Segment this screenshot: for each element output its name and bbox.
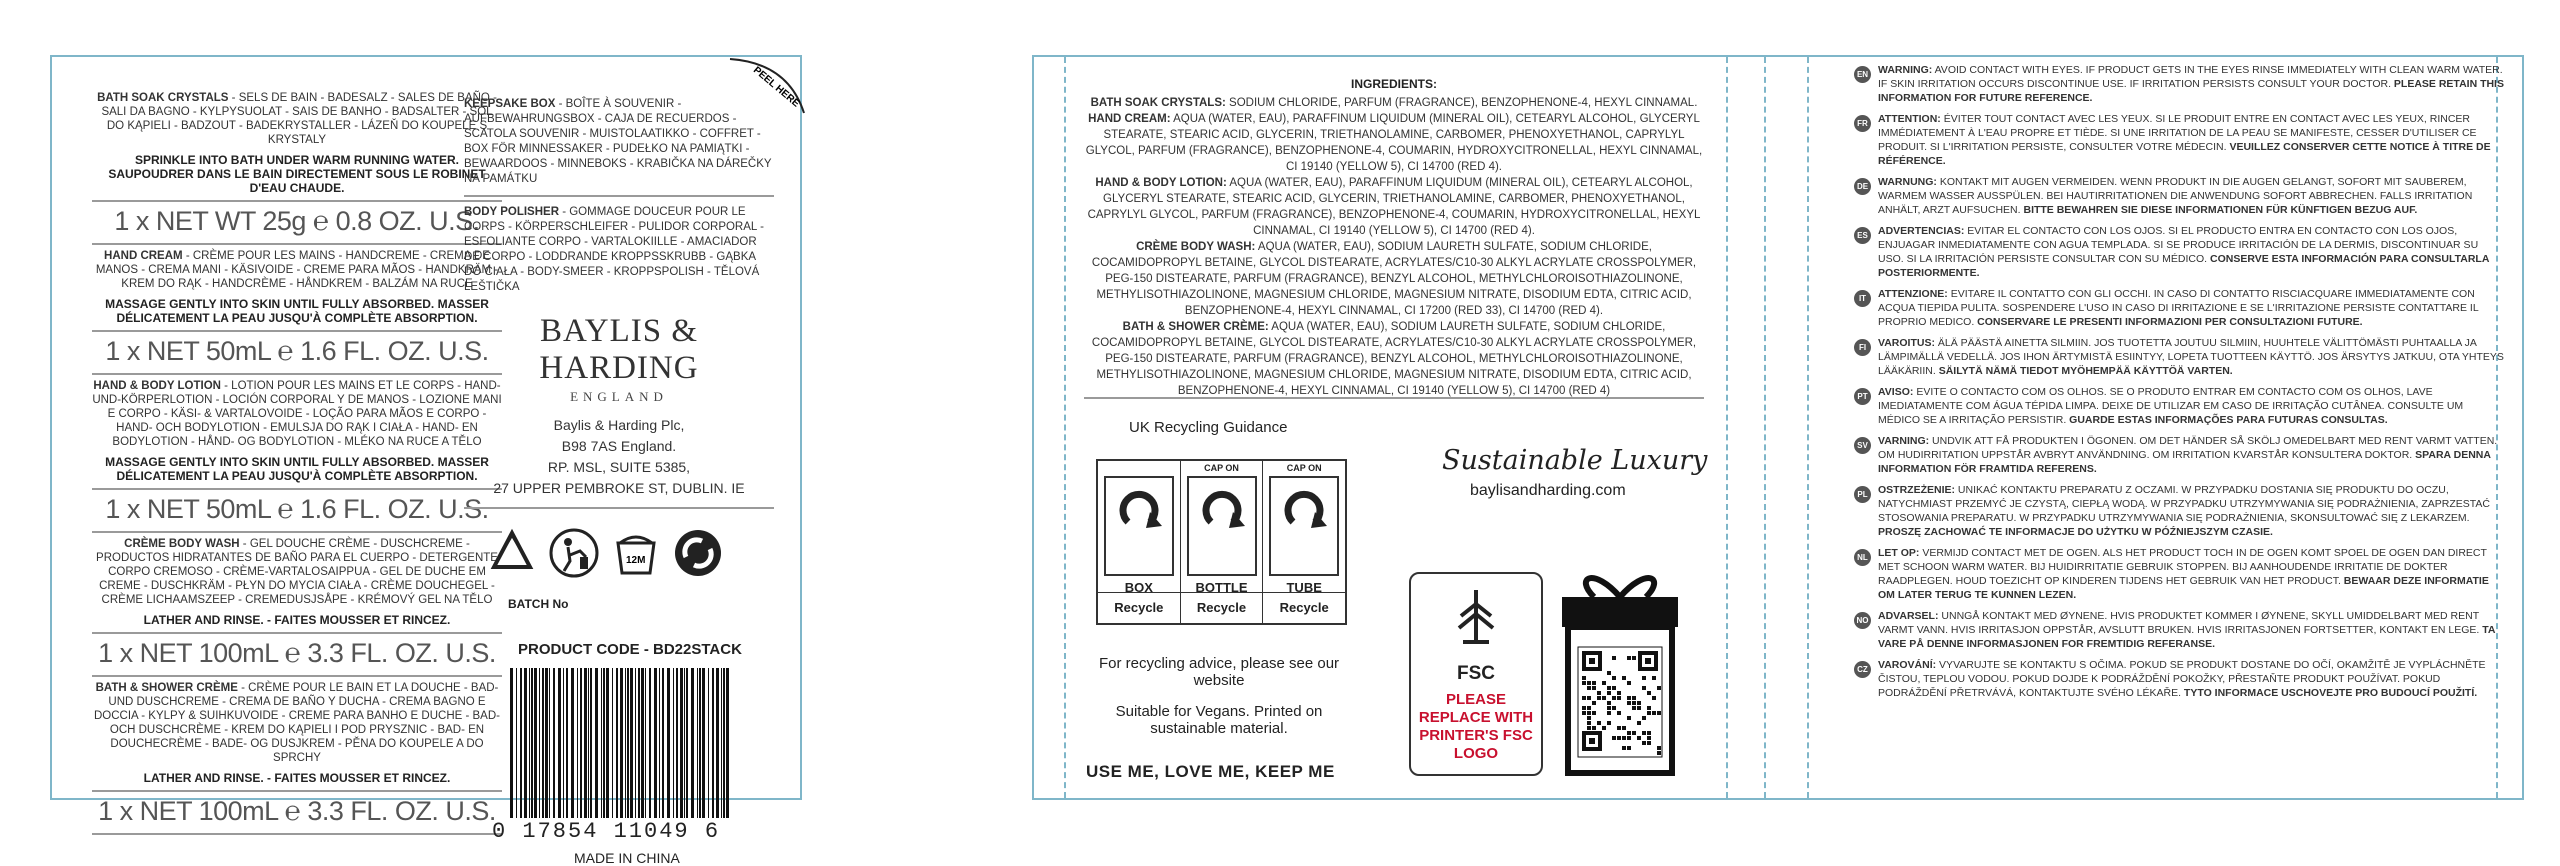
language-badge: PL bbox=[1854, 486, 1871, 503]
advice-block bbox=[1094, 655, 1344, 737]
uk-recycling-heading: UK Recycling Guidance bbox=[1129, 419, 1288, 436]
pao-label: 12M bbox=[626, 555, 646, 566]
product-list bbox=[92, 87, 502, 835]
gift-box-qr-icon[interactable] bbox=[1554, 567, 1686, 777]
ingredient-group bbox=[1084, 239, 1704, 319]
ingredient-group bbox=[1084, 95, 1704, 111]
info-column bbox=[464, 97, 774, 866]
product-translations: - GEL DOUCHE CRÈME - DUSCHCREME - PRODUCTOS HIDRATANTES DE BAÑO PARA EL CUERPO - DETERGENTE CORPO CREMOSO - CRÈME-VARTALOSAIPPUA - GEL DE DUCHE EM CREME - DUSCHKRÄM - PŁYN DO MYCIA CIAŁA - CRÈME DOUCHEGEL - CRÈME LICHAAMSZEEP - CREMEDUSJSÅPE - KRÉMOVÝ GEL NA TĚLO bbox=[96, 538, 498, 606]
warnings-block bbox=[1854, 63, 2504, 707]
warning-entry bbox=[1854, 112, 2504, 168]
warning-heading: AVISO: bbox=[1878, 386, 1914, 398]
warning-entry bbox=[1854, 63, 2504, 105]
brand-logo: BAYLIS & HARDING bbox=[539, 313, 699, 386]
recycle-action: Recycle bbox=[1098, 592, 1180, 623]
warning-body: EVITARE IL CONTATTO CON GLI OCCHI. IN CASO DI CONTATTO RISCIACQUARE IMMEDIATAMENTE CON ACQUA TIEPIDA PULITA. SOSPENDERE L'USO IN CASO DI IRRITAZIONE E SE L'IRRITAZIONE PERSISTE CONTATTARE IL PROPRIO MEDICO. bbox=[1878, 288, 2479, 328]
warning-body: VERMIJD CONTACT MET DE OGEN. ALS HET PRODUCT TOCH IN DE OGEN KOMT SPOEL DE OGEN DAN DIRECT MET SCHOON WARM WATER. BIJ HUIDIRRITATIE GEBRUIK STOPPEN. BIJ AANHOUDENDE IRRITATIE DE DOKTER RAADPLEGEN. HOUD TOEZICHT OP KINDEREN TIJDENS HET GEBRUIK VAN HET PRODUCT. bbox=[1878, 547, 2487, 587]
warning-entry bbox=[1854, 385, 2504, 427]
warning-heading: ATTENTION: bbox=[1878, 113, 1941, 125]
warning-entry bbox=[1854, 546, 2504, 602]
website-link[interactable]: baylisandharding.com bbox=[1470, 482, 1626, 499]
language-badge: CZ bbox=[1854, 661, 1871, 678]
warning-retain-note: CONSERVARE LE PRESENTI INFORMAZIONI PER CONSULTAZIONI FUTURE. bbox=[1974, 316, 2363, 328]
warning-body: UNIKAĆ KONTAKTU PREPARATU Z OCZAMI. W PRZYPADKU DOSTANIA SIĘ PRODUKTU DO OCZU, NATYCHMIAST PRZEMYĆ JE CZYSTĄ, CIEPŁĄ WODĄ. W PRZYPADKU UTRZYMYWANIA SIĘ PODRAŻNIENIA, ZAPRZESTAĆ STOSOWANIA PREPARATU. W PRZYPADKU UTRZYMYWANIA SIĘ PODRAŻNIENIA, SKONSULTOWAĆ SIĘ Z LEKARZEM. bbox=[1878, 484, 2490, 524]
fold-line bbox=[1064, 57, 1066, 798]
recycling-advice: For recycling advice, please see our website bbox=[1098, 655, 1340, 689]
warning-entry bbox=[1854, 434, 2504, 476]
ingredient-product-name: BATH & SHOWER CRÈME: bbox=[1122, 321, 1269, 333]
warning-heading: OSTRZEŻENIE: bbox=[1878, 484, 1956, 496]
warning-heading: VARNING: bbox=[1878, 435, 1930, 447]
warning-body: ÉVITER TOUT CONTACT AVEC LES YEUX. SI LE PRODUIT ENTRE EN CONTACT AVEC LES YEUX, RINCER IMMÉDIATEMENT À L'EAU PROPRE ET TIÈDE. SI UNE IRRITATION DE LA PEAU SE MANIFESTE, CESSER D'UTILISER CE PRODUIT. SI L'IRRITATION PERSISTE, CONSULTER VOTRE MÉDECIN. bbox=[1878, 113, 2477, 153]
fold-line bbox=[1807, 57, 1809, 798]
product-entry bbox=[92, 87, 502, 245]
usage-instruction: LATHER AND RINSE. - FAITES MOUSSER ET RINCEZ. bbox=[143, 771, 451, 785]
warning-heading: ATTENZIONE: bbox=[1878, 288, 1948, 300]
net-quantity: 1 x NET 50mL ℮ 1.6 FL. OZ. U.S. bbox=[92, 488, 502, 525]
disposal-icons bbox=[486, 527, 774, 579]
ingredient-list: AQUA (WATER, EAU), PARAFFINUM LIQUIDUM (MINERAL OIL), CETEARYL ALCOHOL, GLYCERYL STEARATE, STEARIC ACID, GLYCERIN, TRIETHANOLAMINE, CARBOMER, PHENOXYETHANOL, CAPRYLYL GLYCOL, PARFUM (FRAGRANCE), BENZOPHENONE-4, COUMARIN, HYDROXYCITRONELLAL, HEXYL CINNAMAL, CI 19140 (YELLOW 5), CI 14700 (RED 4). bbox=[1085, 113, 1703, 173]
fsc-text: FSC bbox=[1457, 663, 1495, 684]
address-line: 27 UPPER PEMBROKE ST, DUBLIN. IE bbox=[493, 480, 745, 496]
warning-body: ÄLÄ PÄÄSTÄ AINETTA SILMIIN. JOS TUOTETTA JOUTUU SILMIIN, HUUHTELE VÄLITTÖMÄSTI PUHTAALLA JA LÄMPIMÄLLÄ VEDELLÄ. JOS IHON ÄRTYMISTÄ ESIINTYY, LOPETA TUOTTEEN KÄYTTÖ. JOS ÄRSYTYS JATKUU, OTA YHTEYS LÄÄKÄRIIN. bbox=[1878, 337, 2504, 377]
polisher-title: BODY POLISHER bbox=[464, 206, 559, 218]
warning-body: UNNGÅ KONTAKT MED ØYNENE. HVIS PRODUKTET KOMMER I ØYNENE, SKYLL UMIDDELBART MED RENT VARMT VANN. HVIS IRRITASJON OPPSTÅR, AVSLUTT BRUKEN. HVIS IRRITASJONEN FORTSETTER, KONTAKT EN LEGE. bbox=[1878, 610, 2480, 636]
net-quantity: 1 x NET 100mL ℮ 3.3 FL. OZ. U.S. bbox=[92, 790, 502, 827]
usage-instruction: MASSAGE GENTLY INTO SKIN UNTIL FULLY ABSORBED. MASSER DÉLICATEMENT LA PEAU JUSQU'À COMPLÈTE ABSORPTION. bbox=[105, 455, 489, 483]
recycle-arrow-icon bbox=[1269, 476, 1339, 576]
warning-entry bbox=[1854, 224, 2504, 280]
sustainable-luxury-script: Sustainable Luxury bbox=[1442, 445, 1708, 476]
warning-entry bbox=[1854, 336, 2504, 378]
cap-on-label: CAP ON bbox=[1204, 463, 1239, 473]
warning-entry bbox=[1854, 175, 2504, 217]
warning-heading: WARNING: bbox=[1878, 64, 1933, 76]
product-translations: - CRÈME POUR LES MAINS - HANDCREME - CREMA DE MANOS - CREMA MANI - KÄSIVOIDE - CREME PARA MÃOS - HANDKRÄM - KREM DO RĄK - HANDCRÈME - HÅNDKREM - BALZÁM NA RUCE bbox=[95, 250, 499, 290]
product-title bbox=[92, 91, 502, 147]
ingredient-product-name: HAND & BODY LOTION: bbox=[1095, 177, 1227, 189]
warning-entry bbox=[1854, 483, 2504, 539]
warning-entry bbox=[1854, 658, 2504, 700]
green-dot-icon bbox=[672, 527, 724, 579]
warning-retain-note: VEUILLEZ CONSERVER CETTE NOTICE À TITRE DE RÉFÉRENCE. bbox=[1878, 141, 2491, 167]
ingredient-product-name: BATH SOAK CRYSTALS: bbox=[1090, 97, 1226, 109]
language-badge: SV bbox=[1854, 437, 1871, 454]
product-name: BATH SOAK CRYSTALS bbox=[97, 92, 229, 104]
warning-body: UNDVIK ATT FÅ PRODUKTEN I ÖGONEN. OM DET HÄNDER SÅ SKÖLJ OMEDELBART MED RENT VARMT VATTEN. OM HUDIRRITATION UPPSTÅR AVBRYT ANVÄNDNING. OM IRRITATION KVARSTÅR KONSULTERA DOKTOR. bbox=[1878, 435, 2498, 461]
recycle-action: Recycle bbox=[1181, 592, 1263, 623]
language-badge: ES bbox=[1854, 227, 1871, 244]
language-badge: IT bbox=[1854, 290, 1871, 307]
warning-retain-note: GUARDE ESTAS INFORMAÇÕES PARA FUTURAS CONSULTAS. bbox=[2066, 414, 2388, 426]
ingredient-list: AQUA (WATER, EAU), SODIUM LAURETH SULFATE, SODIUM CHLORIDE, COCAMIDOPROPYL BETAINE, GLYCOL DISTEARATE, ACRYLATES/C10-30 ALKYL ACRYLATE CROSSPOLYMER, PEG-150 DISTEARATE, PARFUM (FRAGRANCE), BENZYL ALCOHOL, METHYLCHLOROISOTHIAZOLINONE, METHYLISOTHIAZOLINONE, MAGNESIUM CHLORIDE, MAGNESIUM NITRATE, DISODIUM EDTA, CITRIC ACID, BENZOPHENONE-4, HEXYL CINNAMAL, CI 19140 (YELLOW 5), CI 14700 (RED 4) bbox=[1091, 321, 1697, 397]
usage-instruction: SPRINKLE INTO BATH UNDER WARM RUNNING WATER. SAUPOUDRER DANS LE BAIN DIRECTEMENT SOUS LE ROBINET D'EAU CHAUDE. bbox=[108, 153, 486, 195]
product-translations: - LOTION POUR LES MAINS ET LE CORPS - HAND-UND-KÖRPERLOTION - LOCIÓN CORPORAL Y DE MANOS - LOZIONE MANI E CORPO - KÄSI- & VARTALOVOIDE - LOÇÃO PARA MÃOS E CORPO - HAND- OCH BODYLOTION - EMULSJA DO RĄK I CIAŁA - HAND- EN BODYLOTION - HÅND- OG BODYLOTION - MLÉKO NA RUCE A TĚLO bbox=[92, 380, 502, 448]
fsc-tree-icon bbox=[1441, 584, 1511, 654]
address-block bbox=[464, 415, 774, 499]
warning-heading: LET OP: bbox=[1878, 547, 1920, 559]
right-label-panel bbox=[1032, 55, 2524, 800]
warning-retain-note: CONSERVE ESTA INFORMACIÓN PARA CONSULTARLA POSTERIORMENTE. bbox=[1878, 253, 2490, 279]
product-name: BATH & SHOWER CRÈME bbox=[95, 682, 238, 694]
product-entry bbox=[92, 375, 502, 533]
barcode-digits: 0 17854 11049 6 bbox=[492, 819, 721, 844]
ingredient-list: SODIUM CHLORIDE, PARFUM (FRAGRANCE), BENZOPHENONE-4, HEXYL CINNAMAL. bbox=[1225, 97, 1698, 109]
fsc-logo-placeholder bbox=[1409, 572, 1543, 776]
tidyman-icon bbox=[548, 527, 600, 579]
ingredient-group bbox=[1084, 175, 1704, 239]
batch-number-label: BATCH No bbox=[508, 597, 569, 611]
fold-line bbox=[1726, 57, 1728, 798]
address-line: Baylis & Harding Plc, bbox=[553, 417, 685, 433]
warning-heading: WARNUNG: bbox=[1878, 176, 1937, 188]
divider bbox=[464, 507, 774, 509]
product-translations: - CRÈME POUR LE BAIN ET LA DOUCHE - BAD- UND DUSCHCREME - CREMA DE BAÑO Y DUCHA - CREMA BAGNO E DOCCIA - KYLPY & SUIHKUVOIDE - CREME PARA BANHO E DUCHE - BAD- OCH DUSCHCRÈME - KREM DO KĄPIELI I POD PRYSZNIC - BAD- EN DOUCHECRÈME - BADE- OG DUSJKREM - PĚNA DO KOUPELE A DO SPRCHY bbox=[94, 682, 500, 764]
warning-body: EVITE O CONTACTO COM OS OLHOS. SE O PRODUTO ENTRAR EM CONTACTO COM OS OLHOS, LAVE IMEDIATAMENTE COM ÁGUA TÉPIDA LIMPA. DEIXE DE UTILIZAR EM CASO DE IRRITAÇÃO CUTÂNEA. CONSULTE UM MÉDICO SE A IRRITAÇÃO PERSISTIR. bbox=[1878, 386, 2464, 426]
recycle-tube-item bbox=[1263, 461, 1345, 623]
warning-heading: VAROITUS: bbox=[1878, 337, 1935, 349]
language-badge: DE bbox=[1854, 178, 1871, 195]
product-code: PRODUCT CODE - BD22STACK bbox=[518, 641, 742, 658]
ingredient-product-name: CRÈME BODY WASH: bbox=[1136, 241, 1256, 253]
ingredients-text bbox=[1084, 95, 1704, 399]
language-badge: NO bbox=[1854, 612, 1871, 629]
barcode bbox=[504, 668, 734, 818]
warning-heading: VAROVÁNÍ: bbox=[1878, 659, 1937, 671]
language-badge: NL bbox=[1854, 549, 1871, 566]
recycling-guidance-table bbox=[1096, 459, 1347, 625]
product-entry bbox=[92, 533, 502, 677]
cap-on-label bbox=[1098, 463, 1180, 474]
recycle-item-label: BOTTLE bbox=[1195, 580, 1248, 595]
language-badge: FI bbox=[1854, 339, 1871, 356]
recycle-arrow-icon bbox=[1187, 476, 1257, 576]
net-quantity: 1 x NET WT 25g ℮ 0.8 OZ. U.S. bbox=[92, 200, 502, 237]
keepsake-box-text bbox=[464, 97, 774, 187]
language-badge: EN bbox=[1854, 66, 1871, 83]
product-name: HAND CREAM bbox=[104, 250, 183, 262]
warning-retain-note: PLEASE RETAIN THIS INFORMATION FOR FUTURE REFERENCE. bbox=[1878, 78, 2504, 104]
product-name: CRÈME BODY WASH bbox=[124, 538, 240, 550]
warning-body: KONTAKT MIT AUGEN VERMEIDEN. WENN PRODUKT IN DIE AUGEN GELANGT, SOFORT MIT SAUBEREM, WARMEM WASSER AUSSPÜLEN. BEI HAUTIRRITATIONEN DIE ANWENDUNG SOFORT ABBRECHEN. FALLS IRRITATION ANHÄLT, ARZT AUFSUCHEN. bbox=[1878, 176, 2473, 216]
warning-body: EVITAR EL CONTACTO CON LOS OJOS. SI EL PRODUCTO ENTRA EN CONTACTO CON LOS OJOS, ENJUAGAR INMEDIATAMENTE CON AGUA TEMPLADA. SI SE PRODUCE IRRITACIÓN DE LA DERMIS, DISCONTINUAR SU USO. SI LA IRRITACIÓN PERSISTE CONSULTAR CON SU MÉDICO. bbox=[1878, 225, 2479, 265]
peel-label: PEEL HERE bbox=[750, 64, 802, 110]
product-title bbox=[92, 681, 502, 765]
warning-retain-note: SPARA DENNA INFORMATION FÖR FRAMTIDA REFERENS. bbox=[1878, 449, 2491, 475]
address-line: B98 7AS England. bbox=[561, 438, 677, 454]
cap-on-label: CAP ON bbox=[1286, 463, 1322, 473]
polisher-translations: - GOMMAGE DOUCEUR POUR LE CORPS - KÖRPERSCHLEIFER - PULIDOR CORPORAL - ESFOLIANTE CORPO - VARTALOKIILLE - AMACIADOR DE CORPO - LODDRANDE KROPPSSKRUBB - GĄBKA DO CIAŁA - BODY-SMEER - KROPPSPOLISH - TĚLOVÁ LEŠTIČKA bbox=[464, 206, 764, 293]
left-label-panel bbox=[50, 55, 802, 866]
ingredients-block bbox=[1084, 77, 1704, 399]
warning-retain-note: BEWAAR DEZE INFORMATIE OM LATER TERUG TE KUNNEN LEZEN. bbox=[1878, 575, 2489, 601]
ingredient-group bbox=[1084, 111, 1704, 175]
product-entry bbox=[92, 245, 502, 375]
fold-line bbox=[1764, 57, 1766, 798]
recycle-item-label: TUBE bbox=[1286, 580, 1322, 595]
warning-entry bbox=[1854, 609, 2504, 651]
pao-12m-icon bbox=[610, 527, 662, 579]
warning-retain-note: SÄILYTÄ NÄMÄ TIEDOT MYÖHEMPÄÄ KÄYTTÖÄ VARTEN. bbox=[1935, 365, 2233, 377]
made-in-label: MADE IN CHINA bbox=[574, 850, 680, 866]
product-title bbox=[92, 249, 502, 291]
warning-body: VYVARUJTE SE KONTAKTU S OČIMA. POKUD SE PRODUKT DOSTANE DO OČÍ, OKAMŽITĚ JE VYPLÁCHNĚTE ČISTOU, TEPLOU VODOU. POKUD DOJDE K PODRÁŽDĚNÍ POKOŽKY, PŘESTAŇTE PRODUKT POUŽÍVAT. POKUD PODRÁŽDĚNÍ PŘETRVÁVÁ, KONTAKTUJTE SVÉHO LÉKAŘE. bbox=[1878, 659, 2486, 699]
ingredients-heading: INGREDIENTS: bbox=[1350, 77, 1437, 91]
address-line: RP. MSL, SUITE 5385, bbox=[547, 459, 691, 475]
divider bbox=[1084, 397, 1704, 399]
divider bbox=[464, 195, 774, 197]
ingredient-product-name: HAND CREAM: bbox=[1088, 113, 1171, 125]
ingredient-list: AQUA (WATER, EAU), PARAFFINUM LIQUIDUM (MINERAL OIL), CETEARYL ALCOHOL, GLYCERYL STEARATE, STEARIC ACID, GLYCERIN, TRIETHANOLAMINE, CARBOMER, PHENOXYETHANOL, CAPRYLYL GLYCOL, PARFUM (FRAGRANCE), BENZOPHENONE-4, COUMARIN, HYDROXYCITRONELLAL, HEXYL CINNAMAL, CI 19140 (YELLOW 5), CI 14700 (RED 4). bbox=[1087, 177, 1701, 237]
usage-instruction: LATHER AND RINSE. - FAITES MOUSSER ET RINCEZ. bbox=[143, 613, 451, 627]
body-polisher-text bbox=[464, 205, 774, 295]
product-name: HAND & BODY LOTION bbox=[93, 380, 221, 392]
warning-heading: ADVARSEL: bbox=[1878, 610, 1939, 622]
warning-retain-note: PROSZĘ ZACHOWAĆ TE INFORMACJE DO UŻYTKU W PÓŹNIEJSZYM CZASIE. bbox=[1878, 526, 2273, 538]
brand-subtitle: ENGLAND bbox=[570, 389, 668, 404]
fsc-replace-note: PLEASE REPLACE WITH PRINTER'S FSC LOGO bbox=[1418, 691, 1534, 762]
keepsake-title: KEEPSAKE BOX bbox=[464, 98, 556, 110]
keepsake-translations: - BOÎTE À SOUVENIR - AUFBEWAHRUNGSBOX - CAJA DE RECUERDOS - SCATOLA SOUVENIR - MUISTOLAATIKKO - COFFRET - BOX FÖR MINNESSAKER - PUDEŁKO NA PAMIĄTKI - BEWAARDOOS - MINNEBOKS - KRABIČKA NA DÁREČKY NA PAMÁTKU bbox=[464, 98, 772, 185]
language-badge: PT bbox=[1854, 388, 1871, 405]
language-badge: FR bbox=[1854, 115, 1871, 132]
warning-entry bbox=[1854, 287, 2504, 329]
warning-heading: ADVERTENCIAS: bbox=[1878, 225, 1965, 237]
product-title bbox=[92, 537, 502, 607]
ingredient-list: AQUA (WATER, EAU), SODIUM LAURETH SULFATE, SODIUM CHLORIDE, COCAMIDOPROPYL BETAINE, GLYCOL DISTEARATE, ACRYLATES/C10-30 ALKYL ACRYLATE CROSSPOLYMER, PEG-150 DISTEARATE, PARFUM (FRAGRANCE), BENZYL ALCOHOL, METHYLCHLOROISOTHIAZOLINONE, METHYLISOTHIAZOLINONE, MAGNESIUM CHLORIDE, MAGNESIUM NITRATE, DISODIUM EDTA, CITRIC ACID, BENZOPHENONE-4, HEXYL CINNAMAL, CI 17200 (RED 33), CI 14700 (RED 4). bbox=[1091, 241, 1697, 317]
recycle-box-item bbox=[1098, 461, 1181, 623]
warning-body: AVOID CONTACT WITH EYES. IF PRODUCT GETS IN THE EYES RINSE IMMEDIATELY WITH CLEAN WARM WATER. IF SKIN IRRITATION OCCURS DISCONTINUE USE. IF IRRITATION PERSISTS CONSULT YOUR DOCTOR. bbox=[1878, 64, 2503, 90]
slogan: USE ME, LOVE ME, KEEP ME bbox=[1086, 762, 1335, 781]
warning-retain-note: TYTO INFORMACE USCHOVEJTE PRO BUDOUCÍ POUŽITÍ. bbox=[2181, 687, 2478, 699]
recycle-action: Recycle bbox=[1263, 592, 1345, 623]
recycle-item-label: BOX bbox=[1124, 580, 1153, 595]
recycle-arrow-icon bbox=[1104, 476, 1174, 576]
warning-retain-note: BITTE BEWAHREN SIE DIESE INFORMATIONEN FÜR KÜNFTIGEN BEZUG AUF. bbox=[2020, 204, 2418, 216]
usage-instruction: MASSAGE GENTLY INTO SKIN UNTIL FULLY ABSORBED. MASSER DÉLICATEMENT LA PEAU JUSQU'À COMPLÈTE ABSORPTION. bbox=[105, 297, 489, 325]
product-entry bbox=[92, 677, 502, 835]
net-quantity: 1 x NET 100mL ℮ 3.3 FL. OZ. U.S. bbox=[92, 632, 502, 669]
product-translations: - SELS DE BAIN - BADESALZ - SALES DE BAÑO - SALI DA BAGNO - KYLPYSUOLAT - SAIS DE BANHO - BADSALTER - SÓL DO KĄPIELI - BADZOUT - BADEKRYSTALLER - LÁZEŇ DO KOUPELE S KRYSTALY bbox=[101, 92, 497, 146]
warning-retain-note: TA VARE PÅ DENNE INFORMASJONEN FOR FREMTIDIG REFERANSE. bbox=[1878, 624, 2496, 650]
recycle-bottle-item bbox=[1181, 461, 1264, 623]
recycle-loop-icon bbox=[486, 527, 538, 579]
vegan-note: Suitable for Vegans. Printed on sustainable material. bbox=[1115, 703, 1323, 737]
net-quantity: 1 x NET 50mL ℮ 1.6 FL. OZ. U.S. bbox=[92, 330, 502, 367]
product-title bbox=[92, 379, 502, 449]
ingredient-group bbox=[1084, 319, 1704, 399]
